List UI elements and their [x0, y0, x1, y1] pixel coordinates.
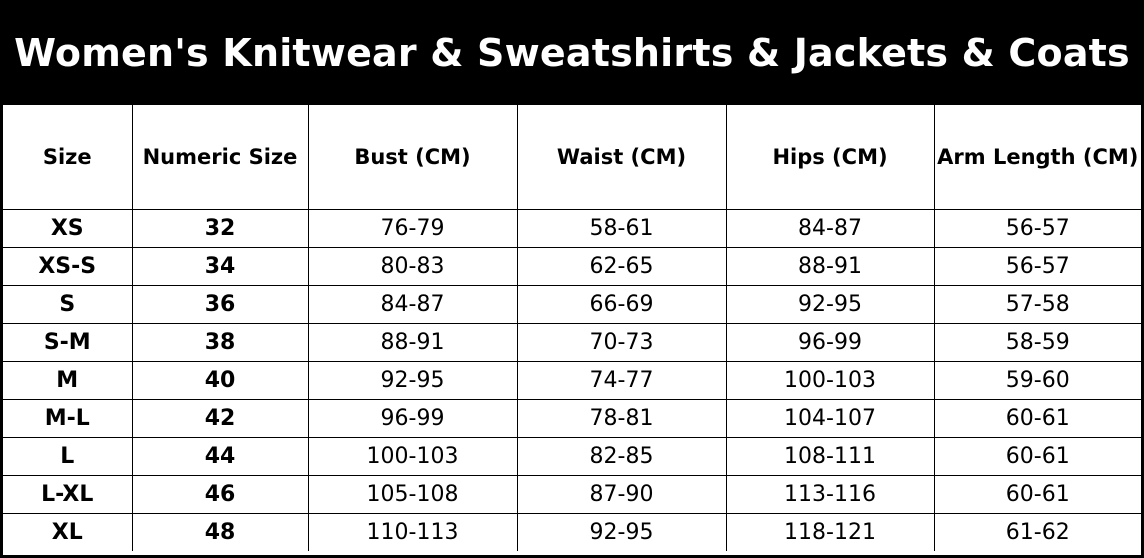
cell-numeric-size: 44 [132, 438, 308, 476]
cell-size: L-XL [3, 476, 132, 514]
cell-numeric-size: 46 [132, 476, 308, 514]
cell-arm-length: 56-57 [934, 210, 1141, 248]
cell-size: XL [3, 514, 132, 552]
table-row [3, 400, 1141, 438]
cell-size: S [3, 286, 132, 324]
cell-hips: 84-87 [726, 210, 934, 248]
cell-bust: 80-83 [308, 248, 517, 286]
cell-hips: 92-95 [726, 286, 934, 324]
cell-size: S-M [3, 324, 132, 362]
cell-numeric-size: 36 [132, 286, 308, 324]
table-row [3, 286, 1141, 324]
cell-waist: 70-73 [517, 324, 726, 362]
title-bar [0, 0, 1144, 105]
table-row [3, 248, 1141, 286]
header-size: Size [3, 105, 132, 210]
table-row [3, 514, 1141, 552]
cell-numeric-size: 40 [132, 362, 308, 400]
cell-waist: 78-81 [517, 400, 726, 438]
cell-hips: 108-111 [726, 438, 934, 476]
cell-bust: 76-79 [308, 210, 517, 248]
cell-numeric-size: 42 [132, 400, 308, 438]
cell-numeric-size: 38 [132, 324, 308, 362]
table-row [3, 438, 1141, 476]
header-numeric-size: Numeric Size [132, 105, 308, 210]
cell-hips: 96-99 [726, 324, 934, 362]
cell-arm-length: 57-58 [934, 286, 1141, 324]
cell-size: M-L [3, 400, 132, 438]
cell-waist: 58-61 [517, 210, 726, 248]
cell-bust: 88-91 [308, 324, 517, 362]
cell-size: XS [3, 210, 132, 248]
header-waist: Waist (CM) [517, 105, 726, 210]
cell-size: M [3, 362, 132, 400]
cell-bust: 110-113 [308, 514, 517, 552]
header-bust: Bust (CM) [308, 105, 517, 210]
table-row [3, 210, 1141, 248]
cell-bust: 100-103 [308, 438, 517, 476]
cell-bust: 105-108 [308, 476, 517, 514]
cell-waist: 62-65 [517, 248, 726, 286]
cell-arm-length: 58-59 [934, 324, 1141, 362]
header-arm-length: Arm Length (CM) [934, 105, 1141, 210]
header-row [3, 105, 1141, 210]
cell-bust: 96-99 [308, 400, 517, 438]
cell-numeric-size: 32 [132, 210, 308, 248]
table-row [3, 362, 1141, 400]
cell-arm-length: 60-61 [934, 400, 1141, 438]
cell-numeric-size: 34 [132, 248, 308, 286]
cell-hips: 100-103 [726, 362, 934, 400]
cell-hips: 113-116 [726, 476, 934, 514]
header-hips: Hips (CM) [726, 105, 934, 210]
table-row [3, 476, 1141, 514]
cell-waist: 82-85 [517, 438, 726, 476]
cell-waist: 74-77 [517, 362, 726, 400]
cell-arm-length: 60-61 [934, 438, 1141, 476]
cell-bust: 92-95 [308, 362, 517, 400]
cell-hips: 118-121 [726, 514, 934, 552]
cell-numeric-size: 48 [132, 514, 308, 552]
page-title: Women's Knitwear & Sweatshirts & Jackets & Coats [14, 30, 1130, 75]
table-row [3, 324, 1141, 362]
cell-size: L [3, 438, 132, 476]
cell-arm-length: 59-60 [934, 362, 1141, 400]
cell-waist: 66-69 [517, 286, 726, 324]
cell-arm-length: 56-57 [934, 248, 1141, 286]
cell-arm-length: 61-62 [934, 514, 1141, 552]
cell-bust: 84-87 [308, 286, 517, 324]
cell-size: XS-S [3, 248, 132, 286]
cell-waist: 87-90 [517, 476, 726, 514]
cell-hips: 104-107 [726, 400, 934, 438]
cell-hips: 88-91 [726, 248, 934, 286]
size-table [3, 105, 1141, 551]
cell-waist: 92-95 [517, 514, 726, 552]
cell-arm-length: 60-61 [934, 476, 1141, 514]
